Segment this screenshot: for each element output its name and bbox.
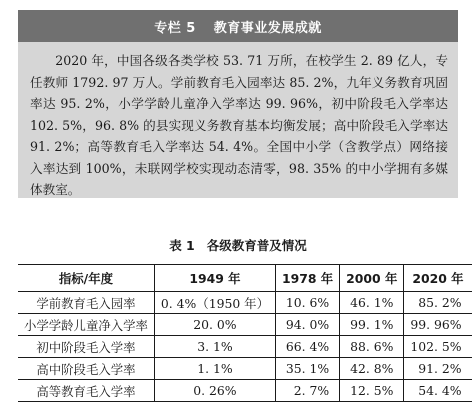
table-row <box>18 314 472 336</box>
column-paragraph: 2020 年，中国各级各类学校 53. 71 万所，在校学生 2. 89 亿人，专任教师 1792. 97 万人。学前教育毛入园率达 85. 2%，九年义务教育巩固率达 95. 2%，小学学龄儿童净入学率达 99. 96%，初中阶段毛入学率达 102. 5%，96. 8% 的县实现义务教育基本均衡发展；高中阶段毛入学率达 91. 2%；高等教育毛入学率达 54. 4%。全国中小学（含教学点）网络接入率达到 100%，未联网学校实现动态清零，98. 35% 的中小学拥有多媒体教室。 <box>30 53 448 197</box>
cell-1978: 66. 4% <box>275 336 339 358</box>
column-title: 教育事业发展成就 <box>213 20 322 36</box>
cell-1978: 94. 0% <box>275 314 339 336</box>
cell-1949: 0. 26% <box>154 380 275 402</box>
cell-2000: 12. 5% <box>340 380 404 402</box>
row-label: 学前教育毛入园率 <box>18 292 154 314</box>
cell-1949: 0. 4%（1950 年） <box>154 292 275 314</box>
row-label: 高中阶段毛入学率 <box>18 358 154 380</box>
cell-1978: 2. 7% <box>275 380 339 402</box>
column-title-bar <box>18 10 458 42</box>
column-label: 专栏 5 <box>154 20 196 36</box>
row-label: 初中阶段毛入学率 <box>18 336 154 358</box>
header-1978: 1978 年 <box>275 265 339 292</box>
table-label: 表 1 <box>169 238 195 253</box>
table-caption <box>0 236 476 254</box>
table-row <box>18 292 472 314</box>
cell-1949: 3. 1% <box>154 336 275 358</box>
row-label: 高等教育毛入学率 <box>18 380 154 402</box>
cell-2000: 46. 1% <box>340 292 404 314</box>
cell-2000: 99. 1% <box>340 314 404 336</box>
education-table <box>18 264 472 402</box>
cell-2020: 54. 4% <box>404 380 472 402</box>
cell-1949: 20. 0% <box>154 314 275 336</box>
header-2000: 2000 年 <box>340 265 404 292</box>
cell-2000: 42. 8% <box>340 358 404 380</box>
table-title: 各级教育普及情况 <box>206 238 307 253</box>
header-1949: 1949 年 <box>154 265 275 292</box>
header-indicator: 指标/年度 <box>18 265 154 292</box>
column-box <box>18 10 458 198</box>
cell-2020: 99. 96% <box>404 314 472 336</box>
table-row <box>18 336 472 358</box>
cell-2020: 102. 5% <box>404 336 472 358</box>
cell-2020: 85. 2% <box>404 292 472 314</box>
cell-1949: 1. 1% <box>154 358 275 380</box>
table-row <box>18 380 472 402</box>
cell-1978: 10. 6% <box>275 292 339 314</box>
header-2020: 2020 年 <box>404 265 472 292</box>
table-header-row <box>18 265 472 292</box>
cell-1978: 35. 1% <box>275 358 339 380</box>
row-label: 小学学龄儿童净入学率 <box>18 314 154 336</box>
table-row <box>18 358 472 380</box>
cell-2020: 91. 2% <box>404 358 472 380</box>
cell-2000: 88. 6% <box>340 336 404 358</box>
